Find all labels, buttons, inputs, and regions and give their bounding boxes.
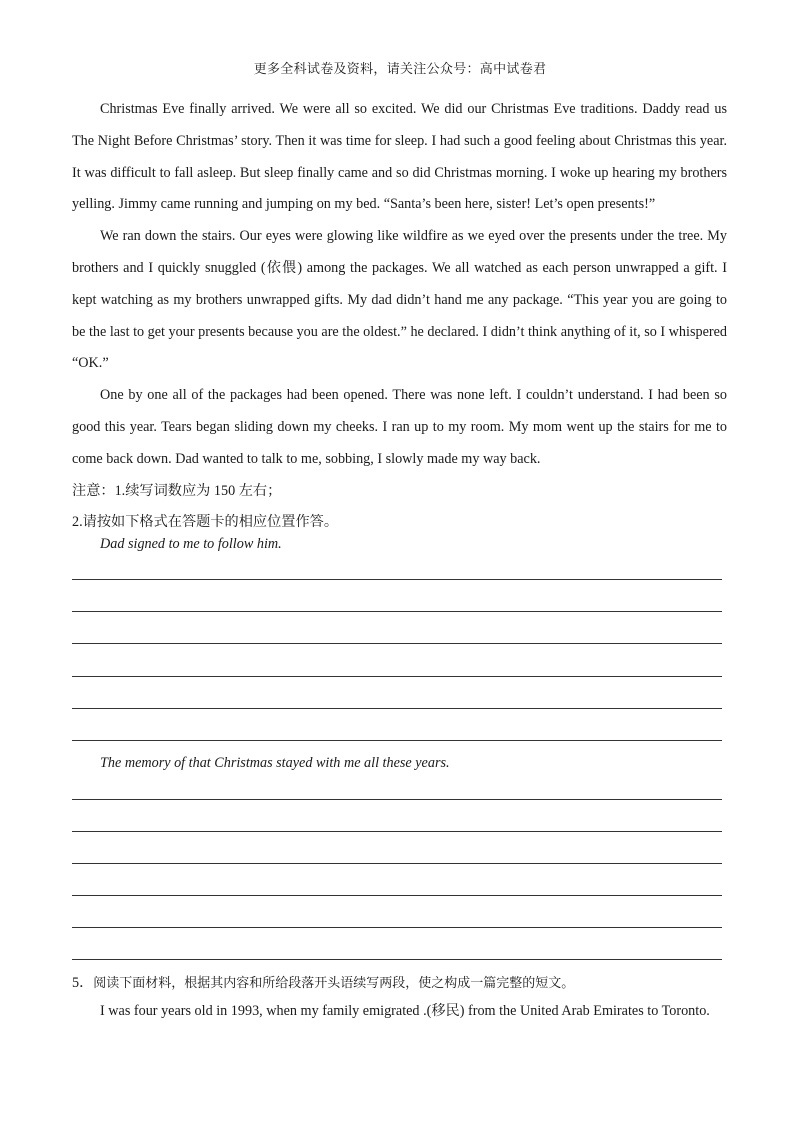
question-number: 5． — [72, 975, 94, 991]
question-5-text: 阅读下面材料，根据其内容和所给段落开头语续写两段，使之构成一篇完整的短文。 — [93, 976, 575, 991]
answer-line — [72, 927, 722, 928]
note-format: 2.请按如下格式在答题卡的相应位置作答。 — [72, 514, 339, 531]
question-5-opening: I was four years old in 1993, when my family emigrated .(移民) from the United Arab Emirates to Toronto. — [100, 1003, 710, 1019]
story-text — [72, 94, 727, 539]
page-header: 更多全科试卷及资料，请关注公众号：高中试卷君 — [253, 62, 547, 77]
prompt-second-paragraph: The memory of that Christmas stayed with me all these years. — [100, 755, 450, 771]
story-paragraph-2: We ran down the stairs. Our eyes were glowing like wildfire as we eyed over the presents under the tree. My brothers and I quickly snuggled (依偎) among the packages. We all watched as each person unwrapped a gift. I kept watching as my brothers unwrapped gifts. My dad didn’t hand me any package. “This year you are going to be the last to get your presents because you are the oldest.” he declared. I didn’t think anything of it, so I whispered “OK.” — [72, 228, 727, 372]
answer-line — [72, 740, 722, 741]
answer-line — [72, 831, 722, 832]
prompt-first-paragraph: Dad signed to me to follow him. — [100, 536, 282, 552]
note-word-count: 注意：1.续写词数应为 150 左右； — [72, 482, 282, 499]
answer-line — [72, 799, 722, 800]
answer-line — [72, 959, 722, 960]
answer-line — [72, 676, 722, 677]
story-paragraph-1: Christmas Eve finally arrived. We were all so excited. We did our Christmas Eve traditions. Daddy read us The Night Before Christmas’ story. Then it was time for sleep. I had such a good feeling about Christmas this year. It was difficult to fall asleep. But sleep finally came and so did Christmas morning. I woke up hearing my brothers yelling. Jimmy came running and jumping on my bed. “Santa’s been here, sister! Let’s open presents!” — [72, 101, 727, 213]
answer-line — [72, 643, 722, 644]
answer-line — [72, 895, 722, 896]
story-paragraph-3: One by one all of the packages had been opened. There was none left. I couldn’t understand. I had been so good this year. Tears began sliding down my cheeks. I ran up to my room. My mom went up the stairs for me to come back down. Dad wanted to talk to me, sobbing, I slowly made my way back. — [72, 387, 727, 467]
answer-line — [72, 611, 722, 612]
answer-line — [72, 863, 722, 864]
answer-line — [72, 579, 722, 580]
answer-line — [72, 708, 722, 709]
